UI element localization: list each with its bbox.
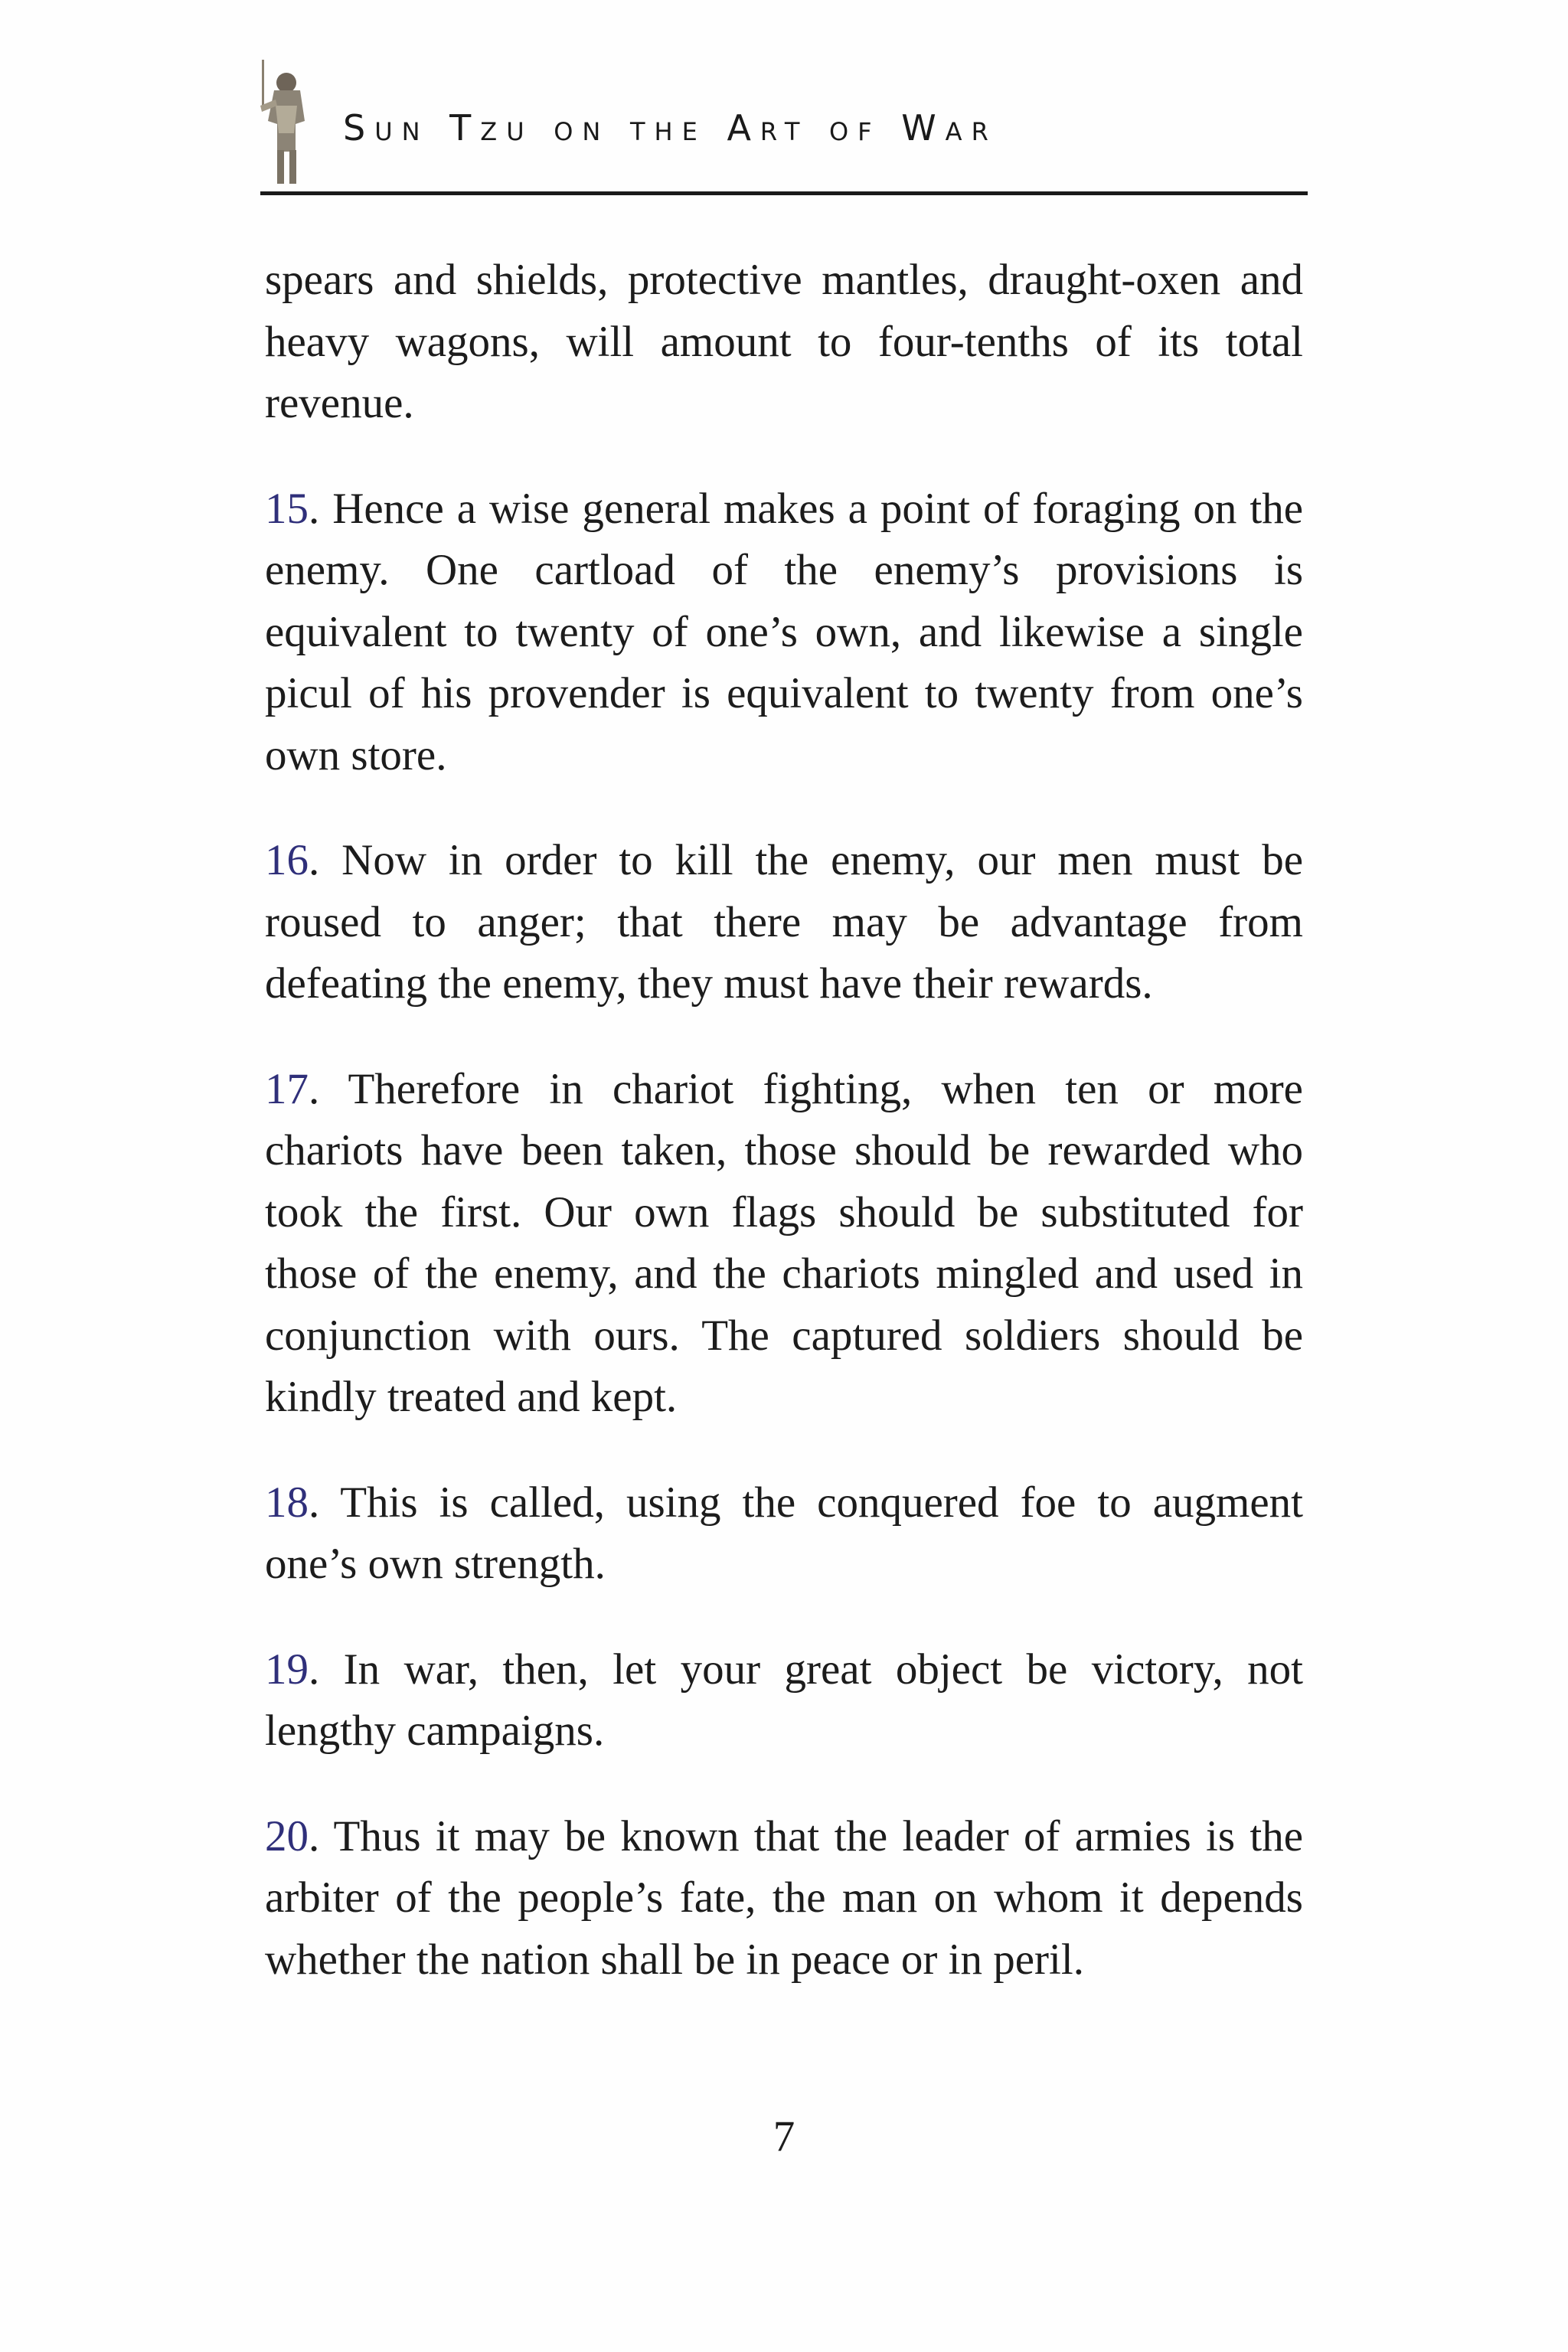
running-header [260,54,1308,195]
paragraph-19 [265,1639,1303,1762]
paragraph-text: spears and shields, protective mantles, draught-oxen and heavy wagons, will amount to four-tenths of its total revenue. [265,256,1303,427]
paragraph-number: 19 [265,1645,309,1694]
paragraph-15 [265,479,1303,787]
header-title: Sun Tzu on the Art of War [343,107,998,149]
paragraph-number: 17 [265,1064,309,1113]
paragraph-text: . This is called, using the conquered foe to augment one’s own strength. [265,1478,1303,1588]
paragraph-text: . In war, then, let your great object be victory, not lengthy campaigns. [265,1645,1303,1755]
page-number: 7 [773,2112,795,2161]
paragraph-text: . Thus it may be known that the leader of armies is the arbiter of the people’s fate, the man on whom it depends whether the nation shall be in peace or in peril. [265,1811,1303,1984]
paragraph-number: 18 [265,1478,309,1527]
paragraph-18 [265,1472,1303,1596]
paragraph-text: . Therefore in chariot fighting, when ten or more chariots have been taken, those should be rewarded who took the first. Our own flags should be substituted for those of the enemy, and the chariots mingled and used in conjunction with ours. The captured soldiers should be kindly treated and kept. [265,1064,1303,1421]
paragraph-continued [265,250,1303,435]
paragraph-number: 16 [265,836,309,884]
warrior-figure-icon [260,60,314,187]
paragraph-16 [265,830,1303,1015]
paragraph-20 [265,1806,1303,1991]
paragraph-number: 15 [265,484,309,533]
paragraph-text: . Now in order to kill the enemy, our men must be roused to anger; that there may be advantage from defeating the enemy, they must have their rewards. [265,836,1303,1008]
paragraph-number: 20 [265,1811,309,1860]
paragraph-text: . Hence a wise general makes a point of foraging on the enemy. One cartload of the enemy’s provisions is equivalent to twenty of one’s own, and likewise a single picul of his provender is equivalent to twenty from one’s own store. [265,484,1303,779]
body-text [265,250,1303,2034]
paragraph-17 [265,1059,1303,1429]
